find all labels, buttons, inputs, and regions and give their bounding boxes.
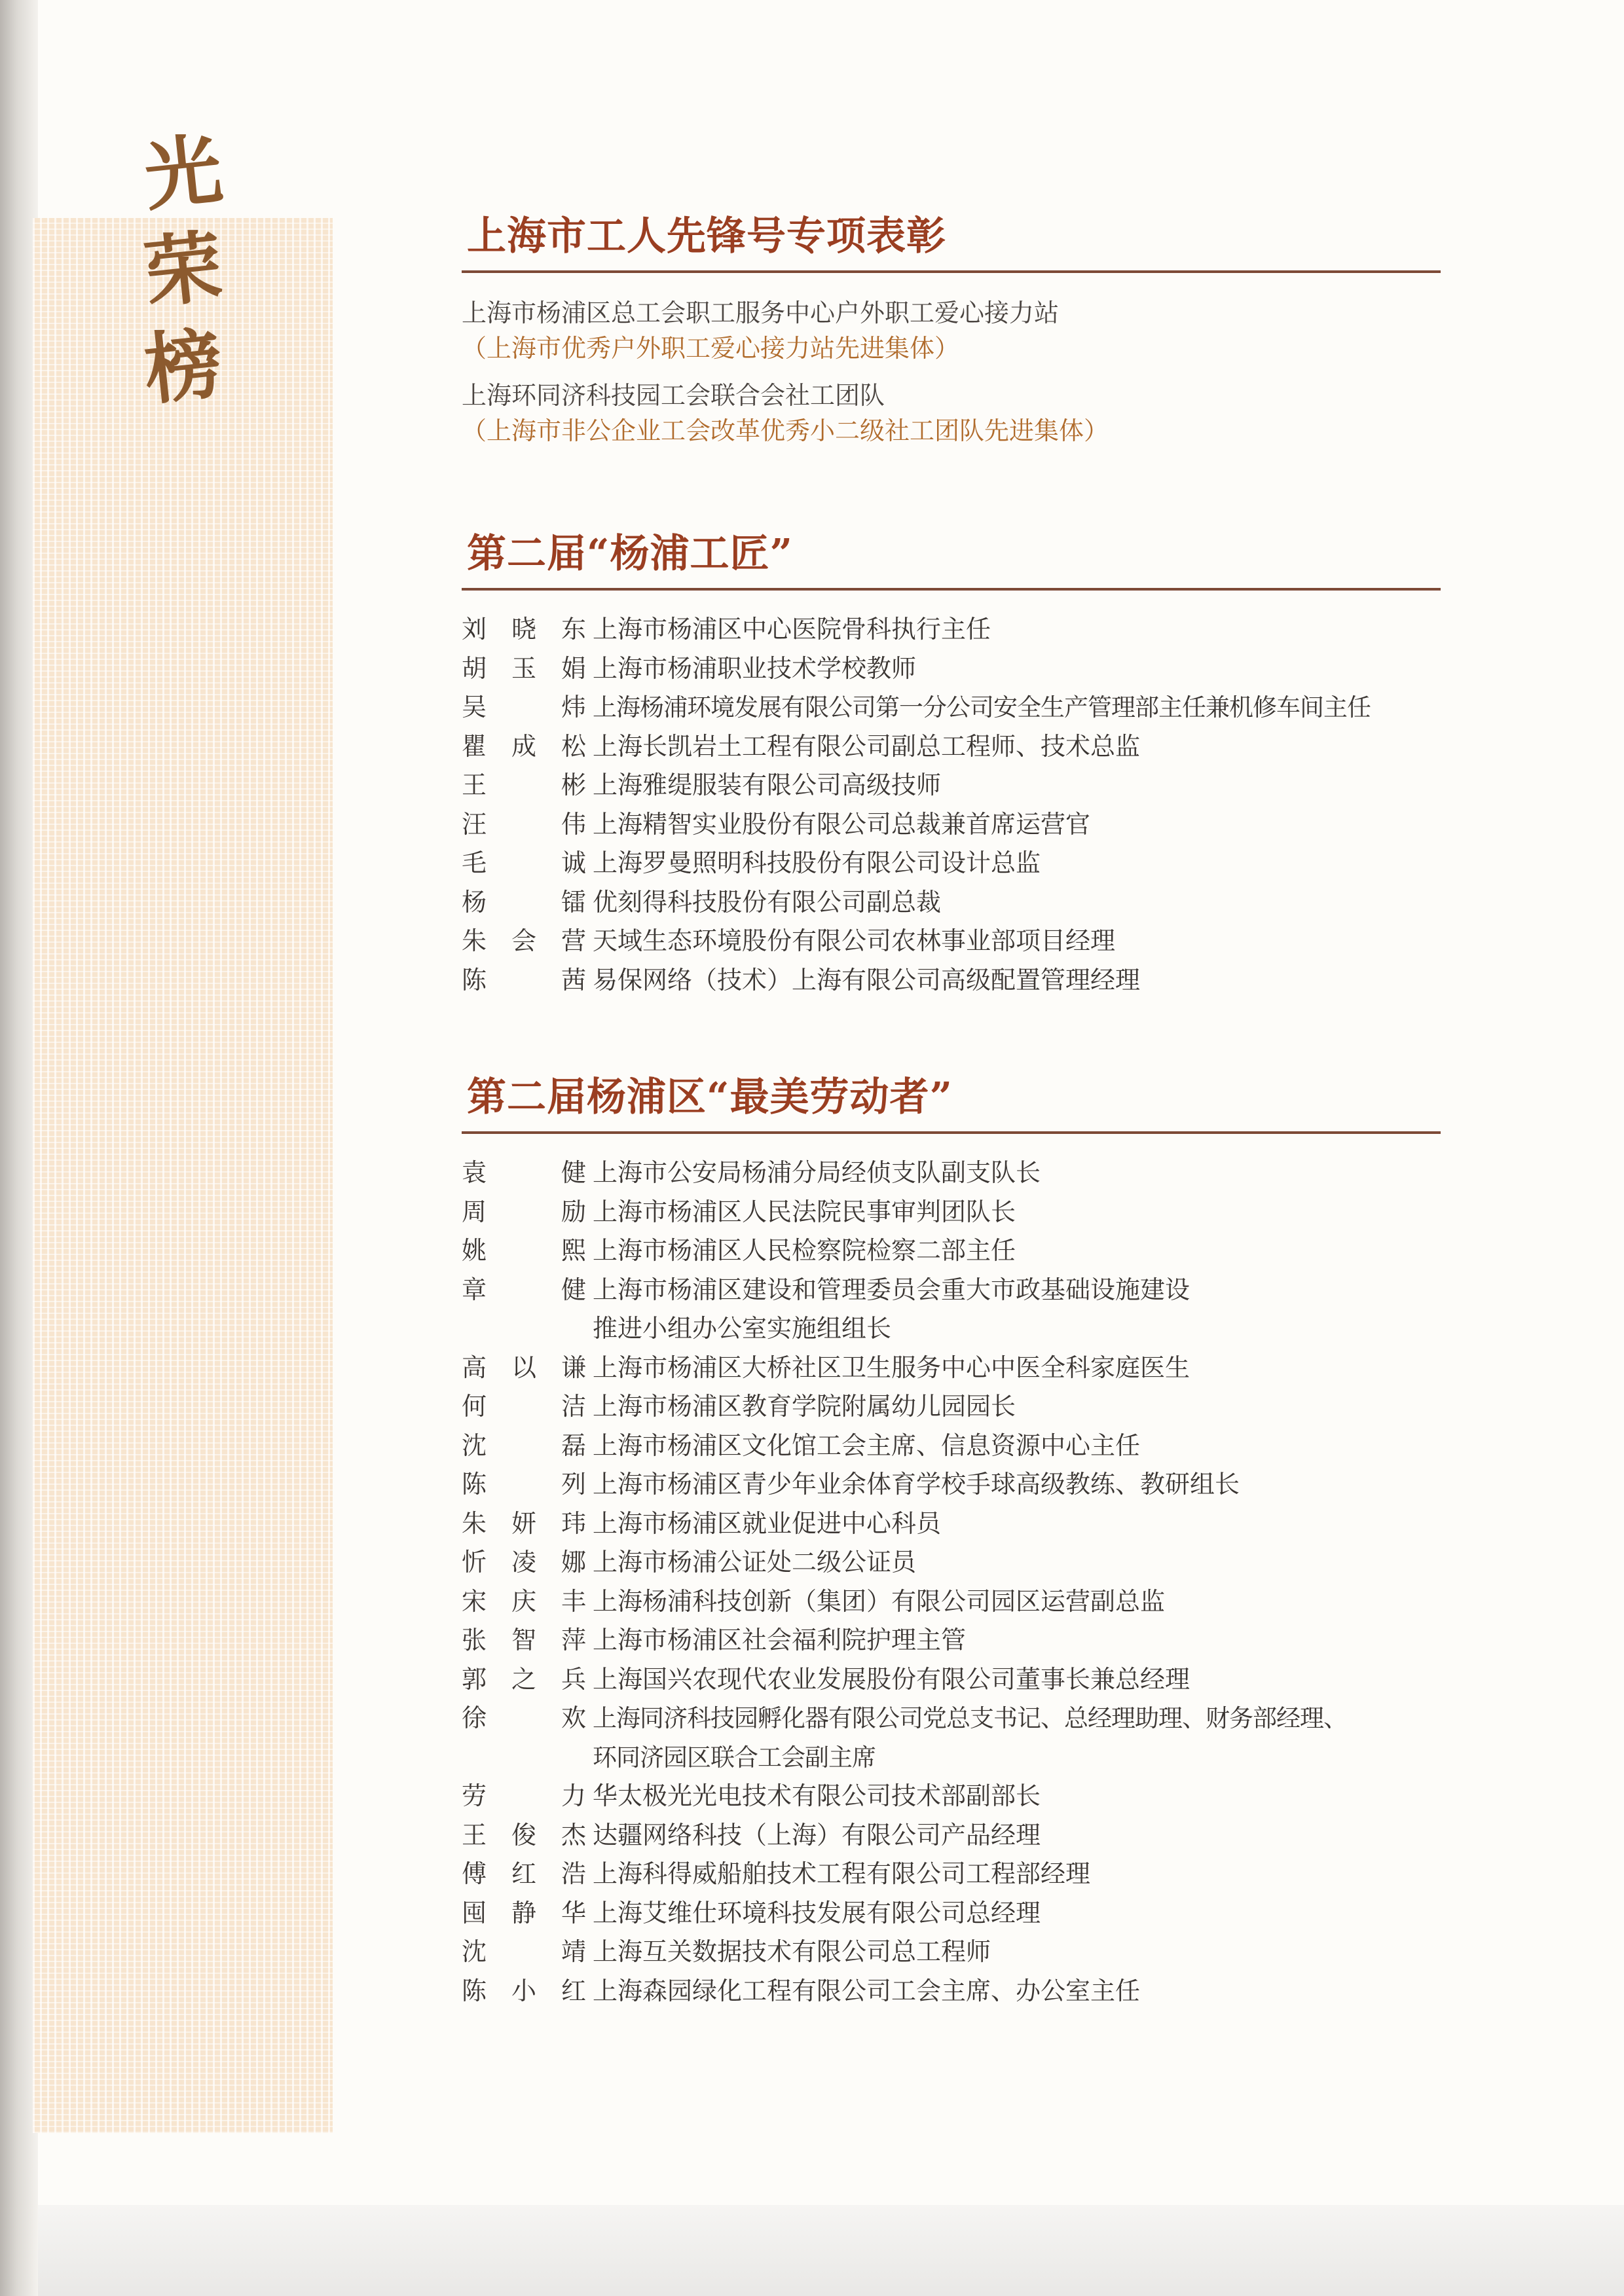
honoree-title: [593, 1855, 1090, 1894]
honoree-row: [462, 1621, 1441, 1660]
honoree-title: [593, 1972, 1140, 2011]
honoree-name: 劳力: [462, 1781, 586, 1810]
honoree-row: [462, 1699, 1441, 1777]
honoree-row: [462, 649, 1441, 689]
honoree-title-line: 上海杨浦环境发展有限公司第一分公司安全生产管理部主任兼机修车间主任: [593, 693, 1371, 721]
side-title: [134, 124, 232, 415]
section-yangpu-craftsmen: [462, 529, 1441, 1000]
honoree-row: [462, 1543, 1441, 1582]
honoree-name: 郭之兵: [462, 1664, 586, 1694]
honoree-title: [593, 1777, 1041, 1816]
honoree-title: [593, 688, 1371, 727]
honoree-row: [462, 688, 1441, 727]
honoree-title: [593, 1582, 1165, 1622]
award-org: 上海环同济科技园工会联合会社工团队: [462, 381, 885, 410]
honoree-title-line: 天域生态环境股份有限公司农林事业部项目经理: [593, 926, 1116, 955]
honoree-title-line: 上海市杨浦区中心医院骨科执行主任: [593, 615, 991, 644]
honoree-name: 高以谦: [462, 1353, 586, 1382]
honoree-name: 朱会营: [462, 926, 586, 955]
honoree-row: [462, 1972, 1441, 2011]
honoree-title-line: 上海市杨浦区大桥社区卫生服务中心中医全科家庭医生: [593, 1353, 1190, 1382]
honoree-title-line: 上海市杨浦区青少年业余体育学校手球高级教练、教研组长: [593, 1470, 1240, 1499]
award-title: （上海市优秀户外职工爱心接力站先进集体）: [462, 334, 960, 363]
honoree-name: 袁健: [462, 1158, 586, 1187]
honoree-title: [593, 1231, 1016, 1271]
honoree-title: [593, 844, 1041, 883]
honoree-row: [462, 1582, 1441, 1622]
honoree-row: [462, 805, 1441, 845]
section-workers-vanguard: [462, 211, 1441, 448]
section-rule: [462, 1131, 1441, 1134]
award-title: （上海市非公企业工会改革优秀小二级社工团队先进集体）: [462, 416, 1109, 445]
honoree-title-line: 上海市杨浦区社会福利院护理主管: [593, 1626, 967, 1654]
honoree-title: [593, 1465, 1240, 1504]
award-item: [462, 295, 1441, 366]
honoree-title-line: 上海艾维仕环境科技发展有限公司总经理: [593, 1898, 1041, 1927]
honoree-name: 章健: [462, 1275, 586, 1304]
section-heading: 上海市工人先锋号专项表彰: [467, 213, 946, 259]
entry-list: [462, 1154, 1441, 2011]
honoree-row: [462, 922, 1441, 961]
honoree-title: [593, 766, 941, 805]
honoree-title: [593, 1504, 941, 1544]
honoree-title-line: 上海森园绿化工程有限公司工会主席、办公室主任: [593, 1976, 1141, 2005]
page-bottom-edge: [38, 2205, 1624, 2296]
honoree-row: [462, 1271, 1441, 1349]
honoree-title: [593, 1427, 1140, 1466]
honoree-title-line: 优刻得科技股份有限公司副总裁: [593, 887, 942, 917]
award-item: [462, 378, 1441, 448]
award-org: 上海市杨浦区总工会职工服务中心户外职工爱心接力站: [462, 299, 1060, 327]
honoree-name: 陈茜: [462, 965, 586, 994]
honoree-title: [593, 1154, 1041, 1193]
honoree-name: 陈列: [462, 1470, 586, 1499]
honoree-name: 刘晓东: [462, 615, 586, 644]
honoree-name: 姚熙: [462, 1236, 586, 1265]
honoree-title: [593, 1193, 1016, 1232]
honoree-title-line: 上海罗曼照明科技股份有限公司设计总监: [593, 848, 1041, 877]
honoree-name: 王俊杰: [462, 1820, 586, 1850]
honoree-title-line: 推进小组办公室实施组组长: [593, 1314, 892, 1343]
honoree-title: [593, 1621, 966, 1660]
honoree-row: [462, 1894, 1441, 1933]
honoree-title-line: 华太极光光电技术有限公司技术部副部长: [593, 1781, 1041, 1810]
honoree-title-line: 上海市杨浦区人民检察院检察二部主任: [593, 1236, 1016, 1265]
honoree-title-line: 上海市杨浦区建设和管理委员会重大市政基础设施建设: [593, 1275, 1190, 1304]
honoree-row: [462, 1427, 1441, 1466]
honoree-row: [462, 1154, 1441, 1193]
honoree-name: 徐欢: [462, 1704, 586, 1732]
honoree-row: [462, 1660, 1441, 1700]
honoree-title-line: 上海市杨浦公证处二级公证员: [593, 1548, 917, 1576]
honoree-row: [462, 844, 1441, 883]
honoree-row: [462, 1349, 1441, 1388]
honoree-title-line: 上海市杨浦区就业促进中心科员: [593, 1508, 942, 1538]
honoree-title-line: 上海市杨浦职业技术学校教师: [593, 653, 917, 683]
side-title-char: 榜: [139, 317, 227, 416]
honoree-title: [593, 805, 1090, 845]
honoree-name: 朱妍玮: [462, 1508, 586, 1538]
honoree-name: 瞿成松: [462, 731, 586, 761]
honoree-title: [593, 961, 1140, 1000]
honoree-row: [462, 766, 1441, 805]
honoree-title-line: 达疆网络科技（上海）有限公司产品经理: [593, 1820, 1041, 1850]
honoree-title: [593, 1660, 1190, 1700]
honoree-title-line: 上海同济科技园孵化器有限公司党总支书记、总经理助理、财务部经理、: [593, 1704, 1347, 1732]
honoree-name: 忻凌娜: [462, 1548, 586, 1576]
honoree-name: 沈靖: [462, 1937, 586, 1966]
honoree-title-line: 上海长凯岩土工程有限公司副总工程师、技术总监: [593, 731, 1141, 761]
entry-list: [462, 610, 1441, 1000]
honoree-title-line: 上海精智实业股份有限公司总裁兼首席运营官: [593, 809, 1091, 839]
section-rule: [462, 270, 1441, 273]
honoree-title: [593, 922, 1115, 961]
honoree-title: [593, 1933, 991, 1972]
honoree-name: 王彬: [462, 771, 586, 799]
honoree-title-line: 上海互关数据技术有限公司总工程师: [593, 1937, 991, 1966]
honoree-title: [593, 883, 941, 922]
honoree-row: [462, 1855, 1441, 1894]
honoree-row: [462, 1231, 1441, 1271]
honoree-title-line: 上海雅缇服装有限公司高级技师: [593, 771, 942, 799]
honoree-row: [462, 961, 1441, 1000]
section-rule: [462, 588, 1441, 591]
honoree-title: [593, 1699, 1347, 1777]
decorative-side-strip: [33, 218, 333, 2133]
honoree-title-line: 上海市杨浦区文化馆工会主席、信息资源中心主任: [593, 1430, 1141, 1460]
honoree-title-line: 上海市杨浦区教育学院附属幼儿园园长: [593, 1392, 1016, 1421]
honoree-row: [462, 1465, 1441, 1504]
honoree-title-line: 上海市杨浦区人民法院民事审判团队长: [593, 1197, 1016, 1226]
honoree-title: [593, 727, 1140, 767]
honoree-row: [462, 1777, 1441, 1816]
honoree-row: [462, 727, 1441, 767]
section-heading: 第二届杨浦区“最美劳动者”: [467, 1074, 953, 1120]
honoree-name: 汪伟: [462, 809, 586, 839]
honoree-title: [593, 649, 916, 689]
honoree-title-line: 上海市公安局杨浦分局经侦支队副支队长: [593, 1158, 1041, 1187]
honoree-name: 陈小红: [462, 1976, 586, 2005]
honoree-name: 张智萍: [462, 1626, 586, 1654]
honoree-row: [462, 1816, 1441, 1855]
honoree-name: 胡玉娟: [462, 653, 586, 683]
honoree-name: 何洁: [462, 1392, 586, 1421]
honoree-title-line: 易保网络（技术）上海有限公司高级配置管理经理: [593, 965, 1141, 994]
honoree-row: [462, 1387, 1441, 1427]
honoree-title: [593, 610, 991, 649]
honoree-row: [462, 1933, 1441, 1972]
honoree-name: 沈磊: [462, 1430, 586, 1460]
side-title-char: 光: [139, 123, 227, 222]
honoree-title: [593, 1816, 1041, 1855]
section-best-workers: [462, 1072, 1441, 2011]
honoree-name: 宋庆丰: [462, 1586, 586, 1616]
honoree-row: [462, 1193, 1441, 1232]
honoree-row: [462, 883, 1441, 922]
honoree-name: 傅红浩: [462, 1859, 586, 1888]
honoree-name: 杨镭: [462, 887, 586, 917]
honoree-title: [593, 1543, 916, 1582]
honoree-title: [593, 1387, 1016, 1427]
honoree-title-line: 上海科得威船舶技术工程有限公司工程部经理: [593, 1859, 1091, 1888]
honoree-row: [462, 610, 1441, 649]
honoree-name: 吴炜: [462, 693, 586, 721]
honoree-name: 毛诚: [462, 848, 586, 877]
side-title-char: 荣: [139, 220, 227, 319]
honoree-name: 周励: [462, 1197, 586, 1226]
honoree-title: [593, 1894, 1041, 1933]
honoree-title-line: 上海杨浦科技创新（集团）有限公司园区运营副总监: [593, 1586, 1166, 1616]
honoree-title: [593, 1349, 1190, 1388]
honoree-title: [593, 1271, 1190, 1349]
section-heading: 第二届“杨浦工匠”: [467, 531, 794, 577]
honoree-name: 囤静华: [462, 1898, 586, 1927]
honoree-row: [462, 1504, 1441, 1544]
honoree-title-line: 上海国兴农现代农业发展股份有限公司董事长兼总经理: [593, 1664, 1190, 1694]
honoree-title-line: 环同济园区联合工会副主席: [593, 1743, 876, 1772]
